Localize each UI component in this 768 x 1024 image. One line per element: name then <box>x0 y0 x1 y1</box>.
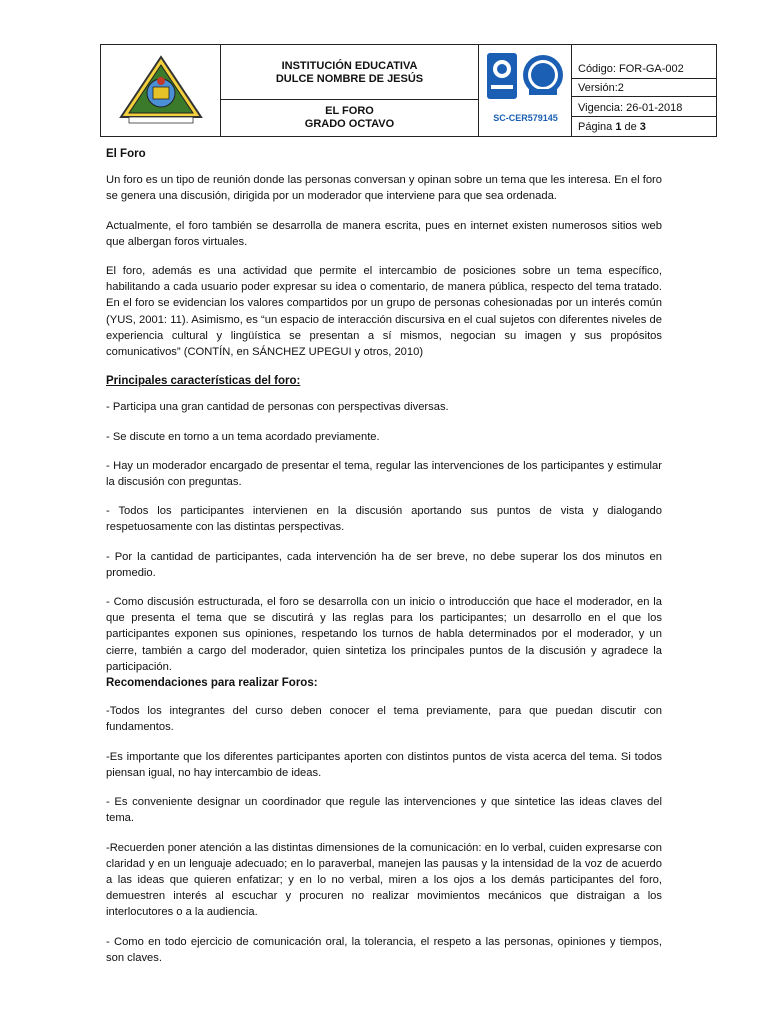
characteristic-item: - Se discute en torno a un tema acordado previamente. <box>106 430 380 443</box>
iso-certification-icon <box>479 45 572 111</box>
page-of: de <box>621 121 640 133</box>
certification-cell <box>479 45 572 136</box>
certification-code: SC-CER579145 <box>493 113 558 123</box>
doc-title-line-2: GRADO OCTAVO <box>304 118 395 130</box>
characteristic-item: - Por la cantidad de participantes, cada intervención ha de ser breve, no debe superar los dos minutos en promedio. <box>106 550 662 579</box>
paragraph-3: El foro, además es una actividad que permite el intercambio de posiciones sobre un tema específico, habilitando a cada usuario poder expresar su idea o comentario, de manera pública, respecto del tema tratado. En el foro se evidencian los valores compartidos por un grupo de personas cohesionadas por un interés común (YUS, 2001: 11). Asimismo, es “un espacio de interacción discursiva en el cual sujetos con diferentes niveles de experiencia cultural y lingüística se presentan a sí mismos, negocian su imagen y sus propósitos comunicativos” (CONTÍN, en SÁNCHEZ UPEGUI y otros, 2010) <box>106 265 662 359</box>
recommendation-item: - Es conveniente designar un coordinador que regule las intervenciones y que sintetice las ideas claves del tema. <box>106 796 662 825</box>
recommendation-item: -Recuerden poner atención a las distintas dimensiones de la comunicación: en lo verbal, cuiden expresarse con claridad y en un lenguaje adecuado; en lo paraverbal, manejen las pausas y la intensidad de la voz de acuerdo a las ideas que quieren enfatizar; y en lo no verbal, miren a los ojos a los demás participantes del foro, demuestren interés al escuchar y procuren no realizar movimientos mecánicos que distraigan a los interlocutores o a la audiencia. <box>106 841 662 919</box>
recommendation-item: -Todos los integrantes del curso deben conocer el tema previamente, para que puedan discutir con fundamentos. <box>106 705 662 734</box>
paragraph-1: Un foro es un tipo de reunión donde las personas conversan y opinan sobre un tema que les interesa. En el foro se genera una discusión, dirigida por un moderador que interviene para que sea ordenada. <box>106 174 662 203</box>
recommendation-item: -Es importante que los diferentes participantes aporten con distintos puntos de vista acerca del tema. Si todos piensan igual, no hay intercambio de ideas. <box>106 750 662 779</box>
characteristic-item: - Hay un moderador encargado de presentar el tema, regular las intervenciones de los participantes y estimular la discusión con preguntas. <box>106 459 662 489</box>
characteristics-heading: Principales características del foro: <box>106 375 301 388</box>
document-header <box>100 44 717 137</box>
page-number <box>572 117 716 136</box>
recommendation-item: - Como en todo ejercicio de comunicación oral, la tolerancia, el respeto a las personas, opiniones y tiempos, son claves. <box>106 935 662 964</box>
page-label: Página <box>578 121 616 133</box>
document-title <box>221 100 479 136</box>
characteristic-item: - Como discusión estructurada, el foro se desarrolla con un inicio o introducción que hace el moderador, en la que presenta el tema que se discutirá y las reglas para los participantes; un desarrollo en el que los participantes exponen sus opiniones, respetando los turnos de habla determinados por el moderador, y un cierre, también a cargo del moderador, quien sintetiza los principales puntos de la discusión y agradece la participación. <box>106 596 662 673</box>
section-title: El Foro <box>106 148 146 160</box>
doc-title-line-1: EL FORO <box>325 105 374 117</box>
document-body <box>106 146 662 979</box>
institution-title <box>221 45 479 100</box>
institution-line-2: DULCE NOMBRE DE JESÚS <box>275 73 424 85</box>
recommendations-heading: Recomendaciones para realizar Foros: <box>106 677 318 690</box>
document-code: Código: FOR-GA-002 <box>572 45 716 79</box>
document-version: Versión:2 <box>572 79 716 97</box>
page-current: 1 <box>615 121 622 133</box>
document-validity: Vigencia: 26-01-2018 <box>572 97 716 117</box>
school-logo-icon <box>101 45 221 136</box>
characteristic-item: - Todos los participantes intervienen en la discusión aportando sus puntos de vista y dialogando respetuosamente con las distintas perspectivas. <box>106 505 662 534</box>
paragraph-2: Actualmente, el foro también se desarrolla de manera escrita, pues en internet existen numerosos sitios web que albergan foros virtuales. <box>106 219 662 248</box>
institution-line-1: INSTITUCIÓN EDUCATIVA <box>281 60 418 72</box>
characteristic-item: - Participa una gran cantidad de personas con perspectivas diversas. <box>106 401 449 414</box>
school-logo-cell <box>101 45 221 136</box>
page-total: 3 <box>639 121 646 133</box>
